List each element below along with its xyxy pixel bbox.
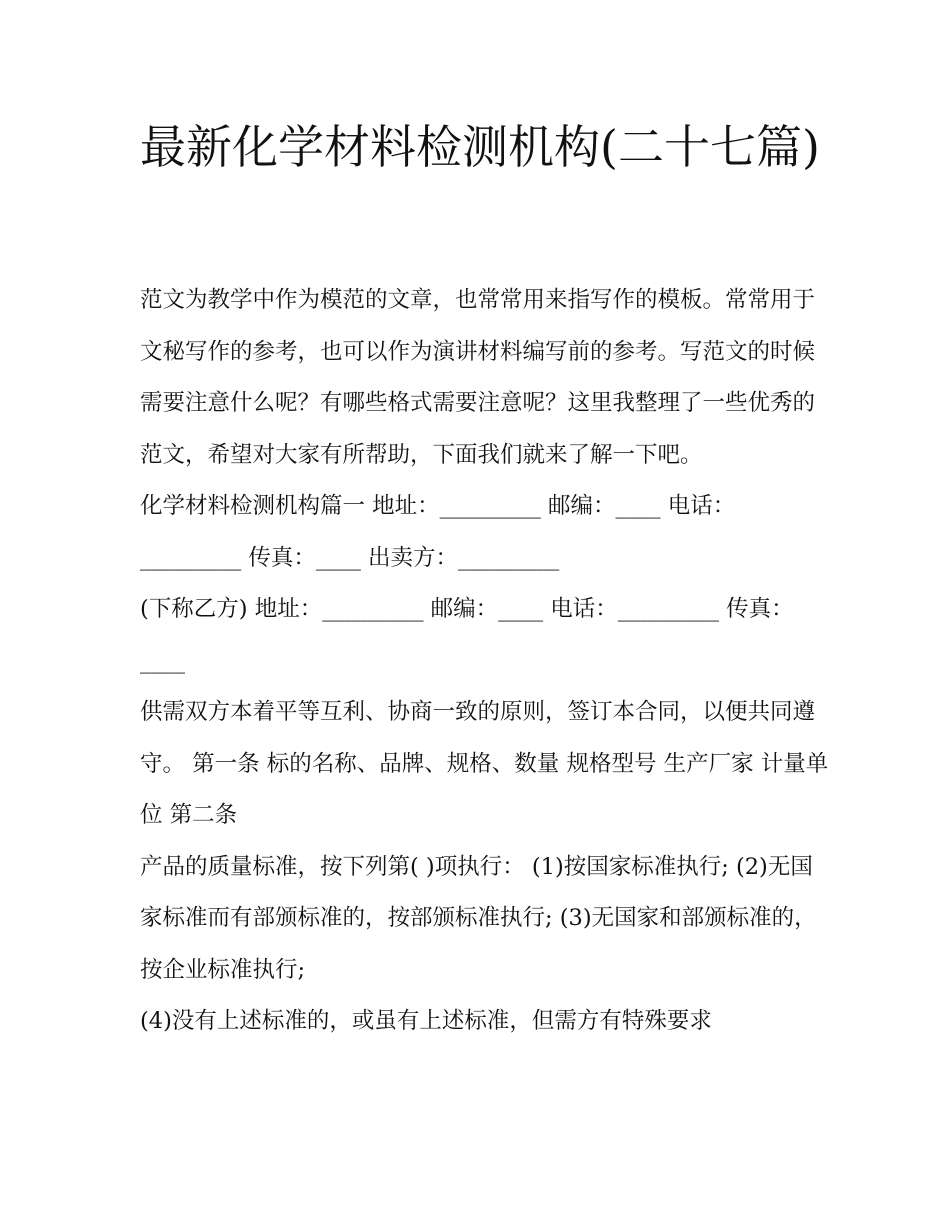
paragraph-seller-info: (下称乙方) 地址：_________ 邮编：____ 电话：_________ 传真：____ bbox=[140, 596, 794, 674]
paragraph-special-requirements: (4)没有上述标准的，或虽有上述标准，但需方有特殊要求 bbox=[140, 1008, 712, 1034]
document-title: 最新化学材料检测机构(二十七篇) bbox=[140, 120, 820, 174]
paragraph-buyer-info: 化学材料检测机构篇一 地址：_________ 邮编：____ 电话：_________ 传真：____ 出卖方：_________ bbox=[140, 493, 736, 571]
paragraph-article-one: 供需双方本着平等互利、协商一致的原则，签订本合同，以便共同遵守。 第一条 标的名称、品牌、规格、数量 规格型号 生产厂家 计量单位 第二条 bbox=[140, 699, 829, 828]
paragraph-quality-standards: 产品的质量标准，按下列第( )项执行： (1)按国家标准执行; (2)无国家标准而有部颁标准的，按部颁标准执行; (3)无国家和部颁标准的，按企业标准执行; bbox=[140, 853, 817, 983]
document-body bbox=[140, 275, 830, 1048]
paragraph-intro: 范文为教学中作为模范的文章，也常常用来指写作的模板。常常用于文秘写作的参考，也可以作为演讲材料编写前的参考。写范文的时候需要注意什么呢？有哪些格式需要注意呢？这里我整理了一些优秀的范文，希望对大家有所帮助，下面我们就来了解一下吧。 bbox=[140, 287, 816, 468]
